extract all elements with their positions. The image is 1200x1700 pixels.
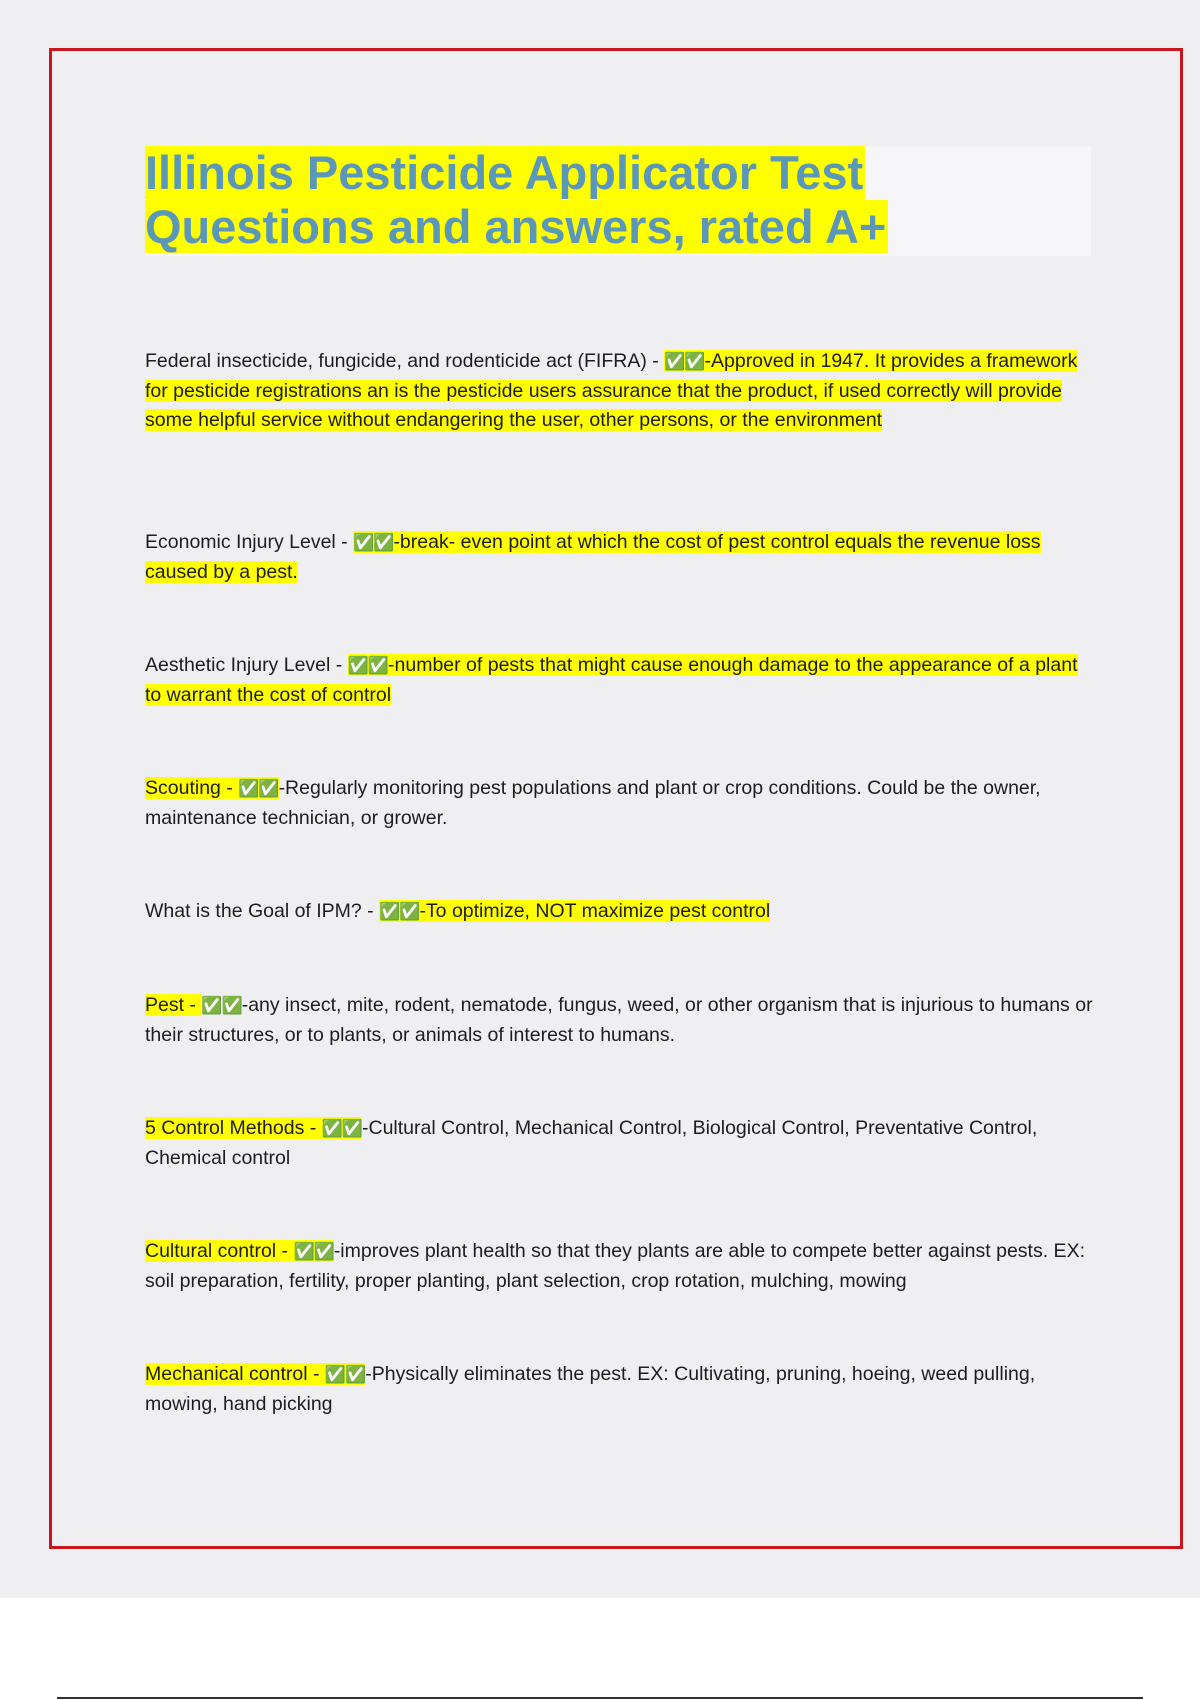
double-check-icon: ✅✅ [238, 779, 279, 799]
entry-definition: -break- even point at which the cost of pest control equals the revenue loss caused by a pest. [145, 531, 1041, 583]
entry-term: Aesthetic Injury Level - [145, 654, 348, 676]
entry-term: What is the Goal of IPM? - [145, 900, 380, 922]
entry-term: Scouting - [145, 777, 239, 799]
footer-divider [57, 1697, 1143, 1699]
double-check-icon: ✅✅ [324, 1365, 366, 1385]
entry-definition: -improves plant health so that they plants are able to compete better against pests. EX: soil preparation, fertility, proper planting, plant selection, crop rotation, mulching, mowing [145, 1240, 1085, 1292]
double-check-icon: ✅✅ [347, 656, 389, 676]
entry-definition: -number of pests that might cause enough damage to the appearance of a plant to warrant the cost of control [145, 654, 1078, 706]
double-check-icon: ✅✅ [201, 996, 242, 1016]
double-check-icon: ✅✅ [379, 902, 420, 922]
entry-term: Cultural control - [145, 1240, 294, 1262]
qa-entry-control-methods [145, 1114, 1095, 1173]
qa-entry-scouting [145, 774, 1095, 833]
double-check-icon: ✅✅ [353, 533, 394, 553]
qa-entry-pest [145, 991, 1095, 1050]
qa-entry-cultural-control [145, 1237, 1095, 1296]
qa-entry-economic-injury [145, 528, 1095, 587]
entry-term: Mechanical control - [145, 1363, 325, 1385]
entry-definition: -Cultural Control, Mechanical Control, Biological Control, Preventative Control, Chemical control [145, 1117, 1038, 1169]
qa-entry-mechanical-control [145, 1360, 1095, 1419]
entry-term: Federal insecticide, fungicide, and rodenticide act (FIFRA) - [145, 350, 665, 372]
qa-entry-aesthetic-injury [145, 651, 1095, 710]
entry-term: Economic Injury Level - [145, 531, 354, 553]
entry-definition: -Approved in 1947. It provides a framework for pesticide registrations an is the pesticide users assurance that the product, if used correctly will provide some helpful service without endangering the user, other persons, or the environment [145, 350, 1078, 431]
document-title [145, 146, 1091, 254]
qa-entry-ipm-goal [145, 897, 1095, 927]
double-check-icon: ✅✅ [293, 1242, 334, 1262]
entry-term: Pest - [145, 994, 202, 1016]
title-line-2: Questions and answers, rated A+ [145, 200, 887, 253]
entry-definition: -Physically eliminates the pest. EX: Cultivating, pruning, hoeing, weed pulling, mowing, hand picking [145, 1363, 1036, 1415]
double-check-icon: ✅✅ [321, 1119, 363, 1139]
entry-definition: -any insect, mite, rodent, nematode, fungus, weed, or other organism that is injurious to humans or their structures, or to plants, or animals of interest to humans. [145, 994, 1093, 1046]
entry-definition: -Regularly monitoring pest populations and plant or crop conditions. Could be the owner, maintenance technician, or grower. [145, 777, 1041, 829]
entry-definition: -To optimize, NOT maximize pest control [419, 900, 771, 922]
double-check-icon: ✅✅ [664, 352, 705, 372]
qa-entry-fifra [145, 347, 1095, 435]
entry-term: 5 Control Methods - [145, 1117, 322, 1139]
title-line-1: Illinois Pesticide Applicator Test [145, 146, 864, 199]
